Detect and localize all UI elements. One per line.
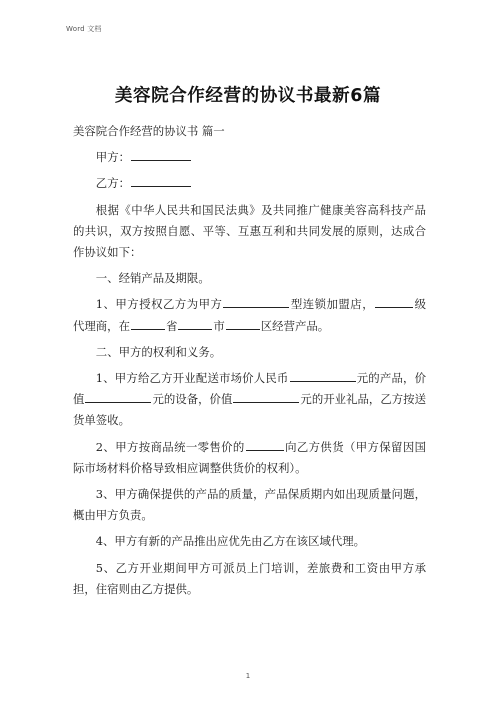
text-run: 元的产品，价值 (73, 371, 426, 407)
section-2-item-2 (73, 437, 426, 479)
section-1-item-1 (73, 294, 426, 336)
party-a-label: 甲方： (95, 150, 130, 165)
blank-field (375, 294, 413, 308)
section-2-item-5: 5、乙方开业期间甲方可派员上门培训，差旅费和工资由甲方承担，住宿则由乙方提供。 (73, 560, 426, 596)
intro-paragraph: 根据《中华人民共和国民法典》及共同推广健康美容高科技产品的共识，双方按照自愿、平等、互惠互利和共同发展的原则，达成合作协议如下： (73, 202, 426, 260)
section-1-title: 一、经销产品及期限。 (95, 271, 210, 286)
header-mark: Word 文档 (66, 25, 102, 33)
text-run: 1、甲方授权乙方为甲方 (95, 297, 223, 312)
text-run: 省 (165, 318, 178, 333)
text-run: 元的设备，价值 (152, 392, 233, 407)
text-run: 区经营产品。 (260, 318, 330, 333)
party-b-label: 乙方： (95, 176, 130, 191)
text-run: 2、甲方按商品统一零售价的 (95, 439, 245, 454)
blank-field (233, 389, 299, 403)
blank-field (178, 316, 212, 330)
text-run: 型连锁加盟店， (290, 297, 375, 312)
text-run: 元的开业礼品，乙方按送货单签收。 (73, 392, 426, 428)
party-a-blank (131, 147, 191, 161)
text-run: 市 (213, 318, 225, 333)
text-run: 1、甲方给乙方开业配送市场价人民币 (95, 371, 289, 386)
document-body (73, 121, 426, 605)
blank-field (131, 316, 165, 330)
blank-field (226, 316, 260, 330)
blank-field (290, 368, 356, 382)
section-2-item-4: 4、甲方有新的产品推出应优先由乙方在该区域代理。 (95, 534, 366, 549)
blank-field (85, 389, 151, 403)
page-number: 1 (245, 672, 251, 680)
party-b-blank (131, 173, 191, 187)
blank-field (223, 294, 289, 308)
section-subtitle: 美容院合作经营的协议书 篇一 (73, 124, 225, 138)
party-a-line (73, 147, 426, 168)
text-run: 向乙方供货（甲方保留因国际市场材料价格导致相应调整供货价的权利）。 (73, 439, 426, 475)
section-2-item-3: 3、甲方确保提供的产品的质量，产品保质期内如出现质量问题，概由甲方负责。 (73, 487, 426, 523)
party-b-line (73, 173, 426, 194)
document-title: 美容院合作经营的协议书最新6篇 (114, 86, 382, 106)
section-2-item-1 (73, 368, 426, 432)
blank-field (246, 437, 284, 451)
text-run: 级代理商，在 (73, 297, 426, 333)
section-2-title: 二、甲方的权利和义务。 (95, 344, 222, 359)
